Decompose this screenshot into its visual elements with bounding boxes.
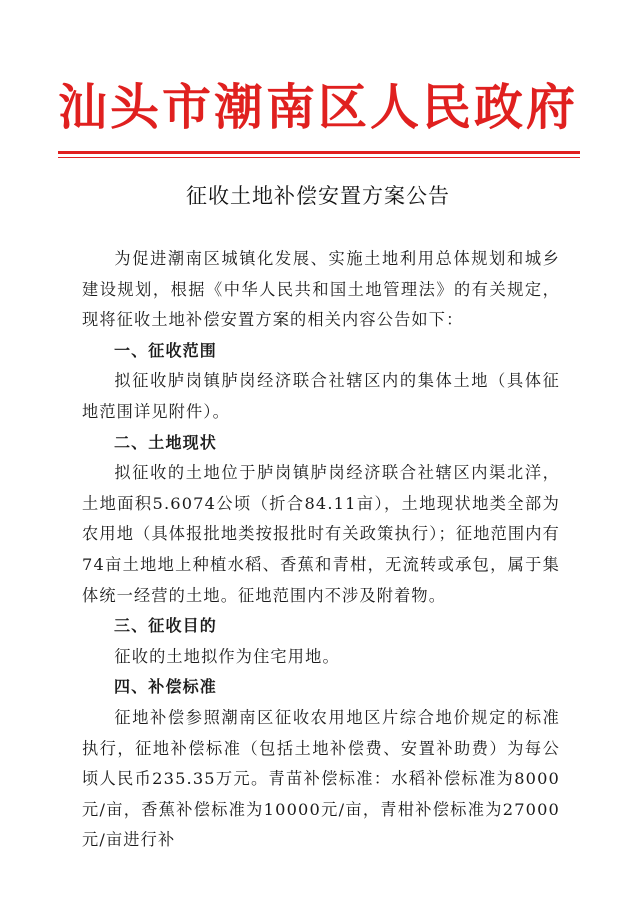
section-paragraph-status: 拟征收的土地位于胪岗镇胪岗经济联合社辖区内渠北洋，土地面积5.6074公顷（折合84.11亩），土地现状地类全部为农用地（具体报批地类按报批时有关政策执行）；征地范围内有74亩土地地上种植水稻、香蕉和青柑，无流转或承包，属于集体统一经营的土地。征地范围内不涉及附着物。 (82, 463, 560, 605)
section-heading-purpose: 三、征收目的 (114, 616, 217, 636)
section-paragraph-scope: 拟征收胪岗镇胪岗经济联合社辖区内的集体土地（具体征地范围详见附件）。 (82, 371, 560, 421)
section-heading-compensation: 四、补偿标准 (114, 677, 217, 697)
section-heading-scope: 一、征收范围 (114, 340, 217, 360)
issuing-authority-header: 汕头市潮南区人民政府 (57, 79, 578, 136)
section-paragraph-purpose: 征收的土地拟作为住宅用地。 (114, 646, 340, 666)
document-title: 征收土地补偿安置方案公告 (186, 184, 450, 208)
header-rule-thin (58, 157, 580, 158)
section-heading-status: 二、土地现状 (114, 432, 217, 452)
section-paragraph-compensation: 征地补偿参照潮南区征收农用地区片综合地价规定的标准执行，征地补偿标准（包括土地补偿费、安置补助费）为每公顷人民币235.35万元。青苗补偿标准：水稻补偿标准为8000元/亩，香蕉补偿标准为10000元/亩，青柑补偿标准为27000元/亩进行补 (82, 707, 560, 850)
intro-paragraph: 为促进潮南区城镇化发展、实施土地利用总体规划和城乡建设规划，根据《中华人民共和国土地管理法》的有关规定，现将征收土地补偿安置方案的相关内容公告如下： (82, 249, 560, 330)
document-body (82, 244, 560, 856)
header-rule-thick (58, 151, 580, 154)
